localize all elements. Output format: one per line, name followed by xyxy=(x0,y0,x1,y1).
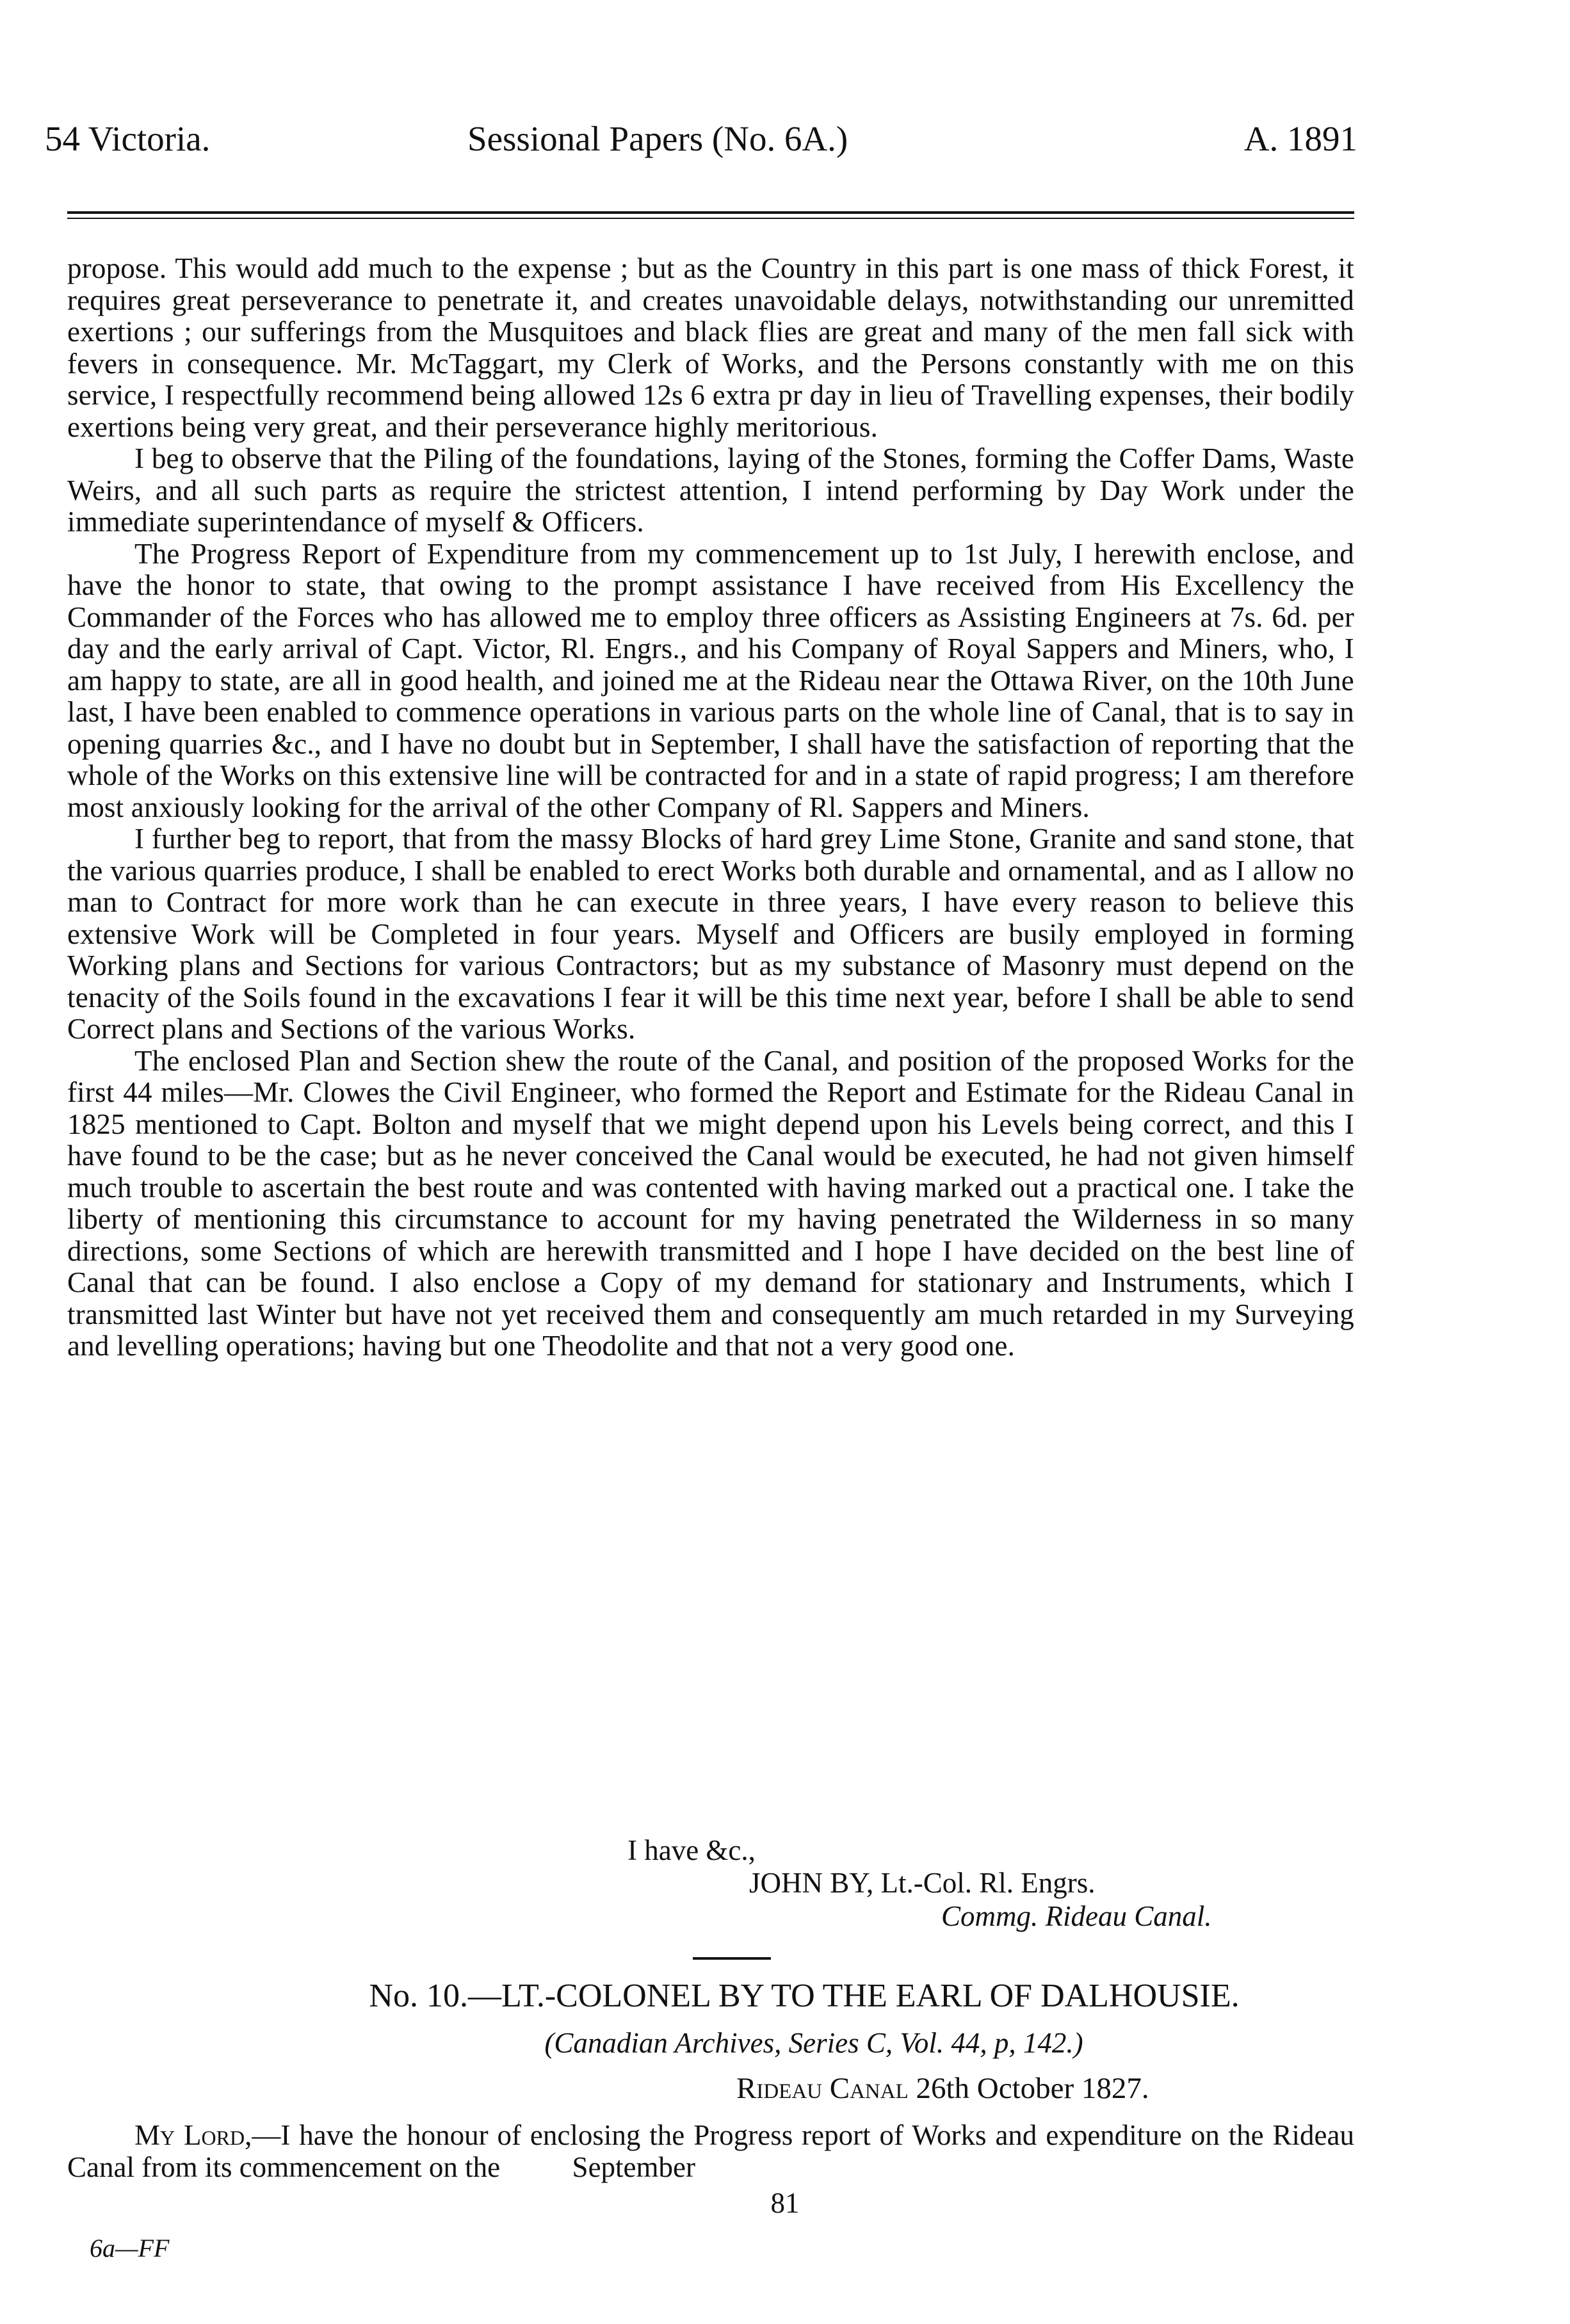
paragraph: I beg to observe that the Piling of the foundations, laying of the Stones, forming the Coffer Dams, Waste Weirs, and all such parts as require the strictest attention, I intend performing by Day Work under the immediate superintendance of myself & Officers. xyxy=(67,442,1354,538)
signatory-name: JOHN BY, Lt.-Col. Rl. Engrs. xyxy=(749,1867,1096,1899)
paragraph: propose. This would add much to the expense ; but as the Country in this part is one mass of thick Forest, it requires great perseverance to penetrate it, and creates unavoidable delays, notwithstanding our unremitted exertions ; our sufferings from the Musquitoes and black flies are great and many of the men fall sick with fevers in consequence. Mr. McTaggart, my Clerk of Works, and the Persons constantly with me on this service, I respectfully recommend being allowed 12s 6 extra pr day in lieu of Travelling expenses, their bodily exertions being very great, and their perseverance highly meritorious. xyxy=(67,252,1354,443)
letter-text: —I have the honour of enclosing the Progress report of Works and expenditure on the Rideau Canal from its commencement on the September xyxy=(67,2119,1362,2183)
closing-phrase: I have &c., xyxy=(627,1834,756,1866)
paragraph: The enclosed Plan and Section shew the route of the Canal, and position of the proposed Works for the first 44 miles—Mr. Clowes the Civil Engineer, who formed the Report and Estimate for the Rideau Canal in 1825 mentioned to Capt. Bolton and myself that we might depend upon his Levels being correct, and this I have found to be the case; but as he never conceived the Canal would be executed, he had not given himself much trouble to ascertain the best route and was contented with having marked out a practical one. I take the liberty of mentioning this circumstance to account for my having penetrated the Wilderness in so many directions, some Sections of which are herewith transmitted and I hope I have decided on the best line of Canal that can be found. I also enclose a Copy of my demand for stationary and Instruments, which I transmitted last Winter but have not yet received them and consequently am much retarded in my Surveying and levelling operations; having but one Theodolite and that not a very good one. xyxy=(67,1044,1354,1362)
page-number: 81 xyxy=(770,2187,800,2219)
header-session: 54 Victoria. xyxy=(45,119,211,158)
signatory-title: Commg. Rideau Canal. xyxy=(941,1900,1212,1932)
section-heading: No. 10.—LT.-COLONEL BY TO THE EARL OF DALHOUSIE. xyxy=(369,1978,1240,2014)
paragraph: I further beg to report, that from the massy Blocks of hard grey Lime Stone, Granite and sand stone, that the various quarries produce, I shall be enabled to erect Works both durable and ornamental, and as I allow no man to Contract for more work than he can execute in three years, I have every reason to believe this extensive Work will be Completed in four years. Myself and Officers are busily employed in forming Working plans and Sections for various Contractors; but as my substance of Masonry must depend on the tenacity of the Soils found in the excavations I fear it will be this time next year, before I shall be able to send Correct plans and Sections of the various Works. xyxy=(67,823,1354,1045)
header-year: A. 1891 xyxy=(1243,119,1357,158)
header-title: Sessional Papers (No. 6A.) xyxy=(467,119,848,158)
archive-source: (Canadian Archives, Series C, Vol. 44, p, 142.) xyxy=(544,2027,1083,2059)
letter-body xyxy=(67,253,1354,1362)
date-text: 26th October 1827. xyxy=(916,2072,1149,2105)
salutation: My Lord, xyxy=(134,2119,252,2151)
date-place: Rideau Canal xyxy=(736,2072,909,2105)
date-line xyxy=(736,2071,1149,2106)
page-header xyxy=(45,118,1357,163)
section-divider xyxy=(693,1957,771,1960)
header-rule-thick xyxy=(67,211,1354,214)
new-letter-opening xyxy=(67,2119,1362,2183)
paragraph: The Progress Report of Expenditure from my commencement up to 1st July, I herewith enclose, and have the honor to state, that owing to the prompt assistance I have received from His Excellency the Commander of the Forces who has allowed me to employ three officers as Assisting Engineers at 7s. 6d. per day and the early arrival of Capt. Victor, Rl. Engrs., and his Company of Royal Sappers and Miners, who, I am happy to state, are all in good health, and joined me at the Rideau near the Ottawa River, on the 10th June last, I have been enabled to commence operations in various parts on the whole line of Canal, that is to say in opening quarries &c., and I have no doubt but in September, I shall have the satisfaction of reporting that the whole of the Works on this extensive line will be contracted for and in a state of rapid progress; I am therefore most anxiously looking for the arrival of the other Company of Rl. Sappers and Miners. xyxy=(67,537,1354,823)
header-rule-thin xyxy=(67,218,1354,219)
letter-first-paragraph xyxy=(67,2119,1362,2183)
printer-signature-mark: 6a—FF xyxy=(90,2234,170,2263)
